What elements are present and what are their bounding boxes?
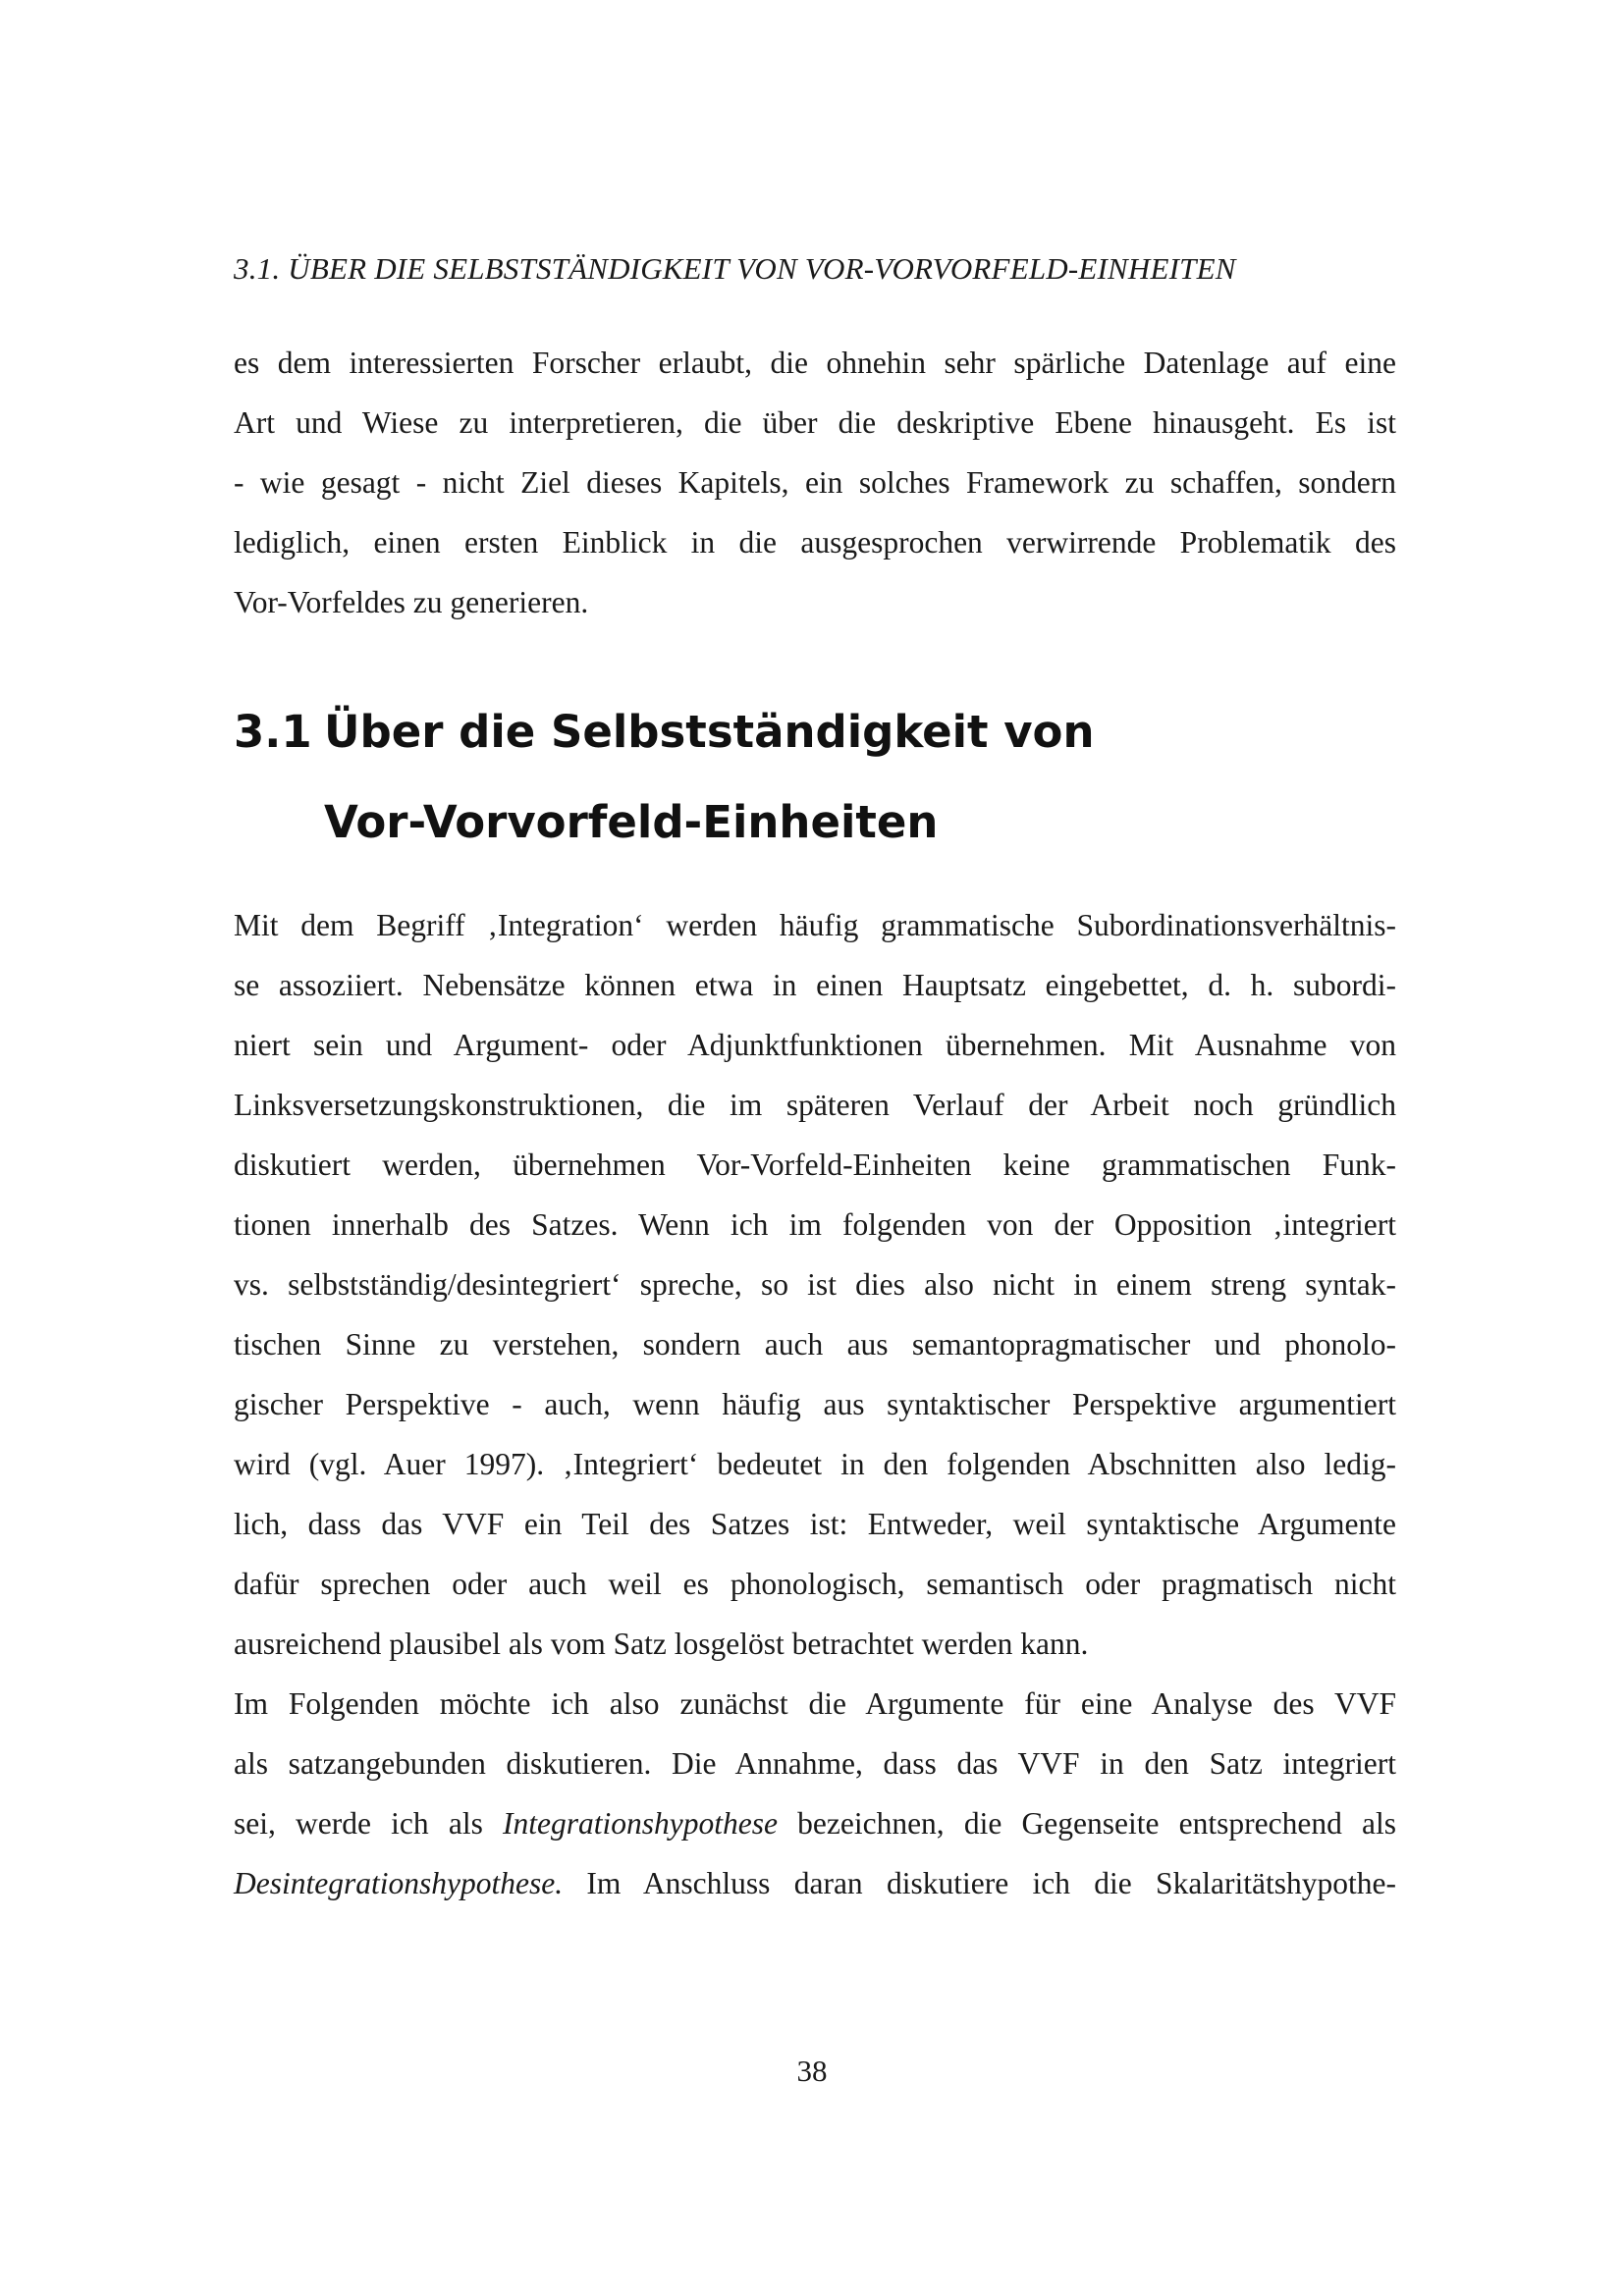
text-line: [234, 1804, 1396, 1843]
text-line: Vor-Vorfeldes zu generieren.: [234, 585, 589, 619]
text-line: als satzangebunden diskutieren. Die Annahme, dass das VVF in den Satz integriert: [234, 1746, 1396, 1781]
text-line: Art und Wiese zu interpretieren, die über die deskriptive Ebene hinausgeht. Es ist: [234, 405, 1396, 440]
text-line: lediglich, einen ersten Einblick in die ausgesprochen verwirrende Problematik des: [234, 525, 1396, 560]
emphasis-term: Integrationshypothese: [503, 1806, 778, 1841]
text-line: niert sein und Argument- oder Adjunktfunktionen übernehmen. Mit Ausnahme von: [234, 1028, 1396, 1062]
text-line: tionen innerhalb des Satzes. Wenn ich im folgenden von der Opposition ‚integriert: [234, 1207, 1396, 1242]
section-number: 3.1: [234, 706, 312, 758]
text-line: tischen Sinne zu verstehen, sondern auch aus semantopragmatischer und phonolo-: [234, 1327, 1396, 1362]
text-line: wird (vgl. Auer 1997). ‚Integriert‘ bedeutet in den folgenden Abschnitten also ledig-: [234, 1447, 1396, 1481]
text-run: Im Anschluss daran diskutiere ich die Skalaritätshypothe-: [563, 1866, 1396, 1900]
emphasis-term: Desintegrationshypothese.: [234, 1866, 564, 1900]
text-line: - wie gesagt - nicht Ziel dieses Kapitels, ein solches Framework zu schaffen, sondern: [234, 465, 1396, 500]
section-title-continued: Vor-Vorvorfeld-Einheiten: [324, 796, 939, 848]
text-line: vs. selbstständig/desintegriert‘ spreche, so ist dies also nicht in einem streng syntak-: [234, 1267, 1396, 1302]
text-line: diskutiert werden, übernehmen Vor-Vorfeld-Einheiten keine grammatischen Funk-: [234, 1148, 1396, 1182]
section-title: Über die Selbstständigkeit von: [324, 706, 1095, 758]
text-line: gischer Perspektive - auch, wenn häufig aus syntaktischer Perspektive argumentiert: [234, 1387, 1396, 1421]
text-line: dafür sprechen oder auch weil es phonologisch, semantisch oder pragmatisch nicht: [234, 1567, 1396, 1601]
text-run: sei, werde ich als: [234, 1806, 504, 1841]
text-line: [234, 1864, 1396, 1903]
text-line: Linksversetzungskonstruktionen, die im späteren Verlauf der Arbeit noch gründlich: [234, 1088, 1396, 1122]
page-number: 38: [796, 2054, 828, 2088]
text-line: Im Folgenden möchte ich also zunächst die Argumente für eine Analyse des VVF: [234, 1686, 1396, 1721]
running-header: 3.1. ÜBER DIE SELBSTSTÄNDIGKEIT VON VOR-VORVORFELD-EINHEITEN: [234, 251, 1236, 286]
text-line: lich, dass das VVF ein Teil des Satzes ist: Entweder, weil syntaktische Argumente: [234, 1507, 1396, 1541]
text-line: se assoziiert. Nebensätze können etwa in einen Hauptsatz eingebettet, d. h. subordi-: [234, 968, 1396, 1002]
text-line: Mit dem Begriff ‚Integration‘ werden häufig grammatische Subordinationsverhältnis-: [234, 908, 1396, 942]
text-line: ausreichend plausibel als vom Satz losgelöst betrachtet werden kann.: [234, 1627, 1089, 1661]
text-run: bezeichnen, die Gegenseite entsprechend als: [777, 1806, 1396, 1841]
text-line: es dem interessierten Forscher erlaubt, die ohnehin sehr spärliche Datenlage auf eine: [234, 346, 1396, 380]
